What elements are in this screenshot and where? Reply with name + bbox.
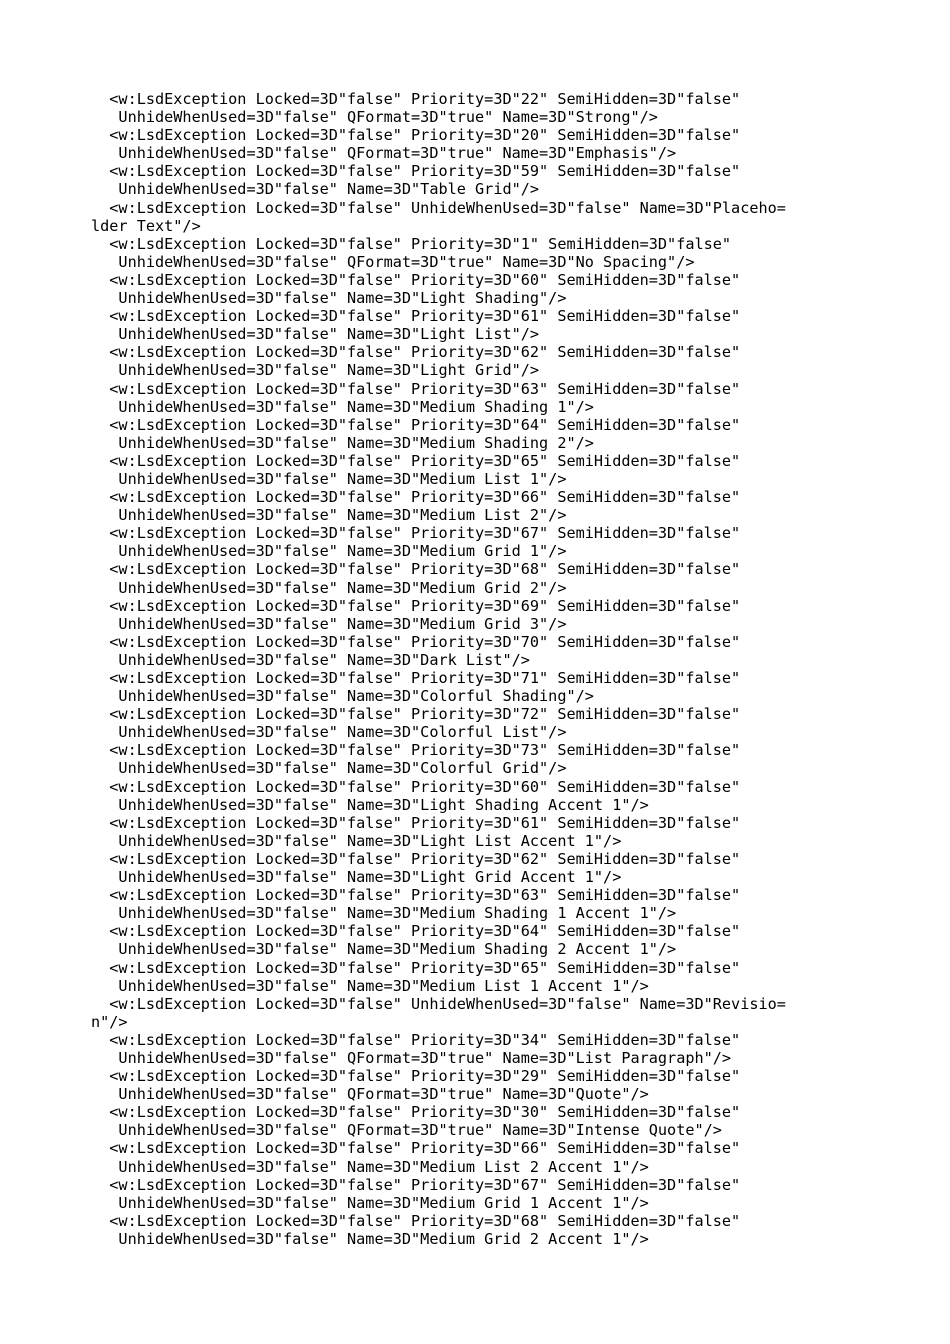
code-line: <w:LsdException Locked=3D"false" Priority=3D"66" SemiHidden=3D"false"	[91, 1139, 741, 1158]
code-line: UnhideWhenUsed=3D"false" QFormat=3D"true" Name=3D"Quote"/>	[91, 1085, 649, 1104]
code-line: <w:LsdException Locked=3D"false" Priority=3D"71" SemiHidden=3D"false"	[91, 669, 741, 687]
code-line: UnhideWhenUsed=3D"false" QFormat=3D"true" Name=3D"Strong"/>	[91, 108, 658, 127]
code-line: <w:LsdException Locked=3D"false" Priority=3D"70" SemiHidden=3D"false"	[91, 632, 741, 651]
code-line: UnhideWhenUsed=3D"false" QFormat=3D"true" Name=3D"No Spacing"/>	[91, 252, 695, 271]
code-line: lder Text"/>	[91, 216, 201, 235]
code-line: <w:LsdException Locked=3D"false" Priority=3D"22" SemiHidden=3D"false"	[91, 90, 741, 108]
code-line: UnhideWhenUsed=3D"false" Name=3D"Medium Grid 1"/>	[91, 542, 567, 561]
code-line: <w:LsdException Locked=3D"false" Priority=3D"1" SemiHidden=3D"false"	[91, 234, 732, 253]
code-line: <w:LsdException Locked=3D"false" Priority=3D"30" SemiHidden=3D"false"	[91, 1103, 741, 1122]
code-line: <w:LsdException Locked=3D"false" Priority=3D"20" SemiHidden=3D"false"	[91, 126, 741, 145]
code-line: UnhideWhenUsed=3D"false" Name=3D"Medium Grid 2"/>	[91, 578, 567, 597]
code-line: UnhideWhenUsed=3D"false" Name=3D"Light List Accent 1"/>	[91, 831, 622, 850]
code-line: <w:LsdException Locked=3D"false" Priority=3D"72" SemiHidden=3D"false"	[91, 705, 741, 724]
code-line: UnhideWhenUsed=3D"false" Name=3D"Light Shading"/>	[91, 289, 567, 308]
code-line: <w:LsdException Locked=3D"false" Priority=3D"69" SemiHidden=3D"false"	[91, 596, 741, 615]
code-line: <w:LsdException Locked=3D"false" Priority=3D"67" SemiHidden=3D"false"	[91, 1175, 741, 1194]
code-line: <w:LsdException Locked=3D"false" Priority=3D"62" SemiHidden=3D"false"	[91, 343, 741, 362]
code-line: <w:LsdException Locked=3D"false" Priority=3D"29" SemiHidden=3D"false"	[91, 1067, 741, 1086]
code-line: UnhideWhenUsed=3D"false" Name=3D"Medium Shading 1"/>	[91, 397, 594, 416]
code-line: <w:LsdException Locked=3D"false" Priority=3D"61" SemiHidden=3D"false"	[91, 307, 741, 326]
code-line: UnhideWhenUsed=3D"false" QFormat=3D"true" Name=3D"Intense Quote"/>	[91, 1121, 722, 1140]
code-line: UnhideWhenUsed=3D"false" Name=3D"Dark List"/>	[91, 650, 530, 669]
code-line: <w:LsdException Locked=3D"false" Priority=3D"34" SemiHidden=3D"false"	[91, 1030, 741, 1049]
code-listing	[91, 90, 786, 1248]
code-line: UnhideWhenUsed=3D"false" Name=3D"Medium List 2"/>	[91, 506, 567, 525]
code-line: UnhideWhenUsed=3D"false" Name=3D"Table Grid"/>	[91, 180, 540, 199]
code-line: <w:LsdException Locked=3D"false" Priority=3D"60" SemiHidden=3D"false"	[91, 270, 741, 289]
code-line: UnhideWhenUsed=3D"false" Name=3D"Medium Grid 1 Accent 1"/>	[91, 1193, 649, 1212]
code-line: <w:LsdException Locked=3D"false" Priority=3D"67" SemiHidden=3D"false"	[91, 524, 741, 543]
code-line: UnhideWhenUsed=3D"false" Name=3D"Medium List 1"/>	[91, 469, 567, 488]
code-line: <w:LsdException Locked=3D"false" Priority=3D"65" SemiHidden=3D"false"	[91, 451, 741, 470]
code-line: UnhideWhenUsed=3D"false" Name=3D"Colorful List"/>	[91, 723, 567, 742]
code-line: UnhideWhenUsed=3D"false" QFormat=3D"true" Name=3D"List Paragraph"/>	[91, 1048, 732, 1067]
code-line: <w:LsdException Locked=3D"false" Priority=3D"60" SemiHidden=3D"false"	[91, 777, 741, 796]
code-line: UnhideWhenUsed=3D"false" Name=3D"Light Grid"/>	[91, 361, 540, 380]
code-line: UnhideWhenUsed=3D"false" Name=3D"Medium Grid 3"/>	[91, 614, 567, 633]
code-line: UnhideWhenUsed=3D"false" Name=3D"Colorful Shading"/>	[91, 687, 594, 706]
code-line: <w:LsdException Locked=3D"false" Priority=3D"73" SemiHidden=3D"false"	[91, 741, 741, 760]
code-line: <w:LsdException Locked=3D"false" Priority=3D"65" SemiHidden=3D"false"	[91, 958, 741, 977]
code-line: <w:LsdException Locked=3D"false" Priority=3D"64" SemiHidden=3D"false"	[91, 922, 741, 941]
code-line: UnhideWhenUsed=3D"false" Name=3D"Medium Grid 2 Accent 1"/>	[91, 1229, 649, 1248]
code-line: UnhideWhenUsed=3D"false" Name=3D"Light Grid Accent 1"/>	[91, 868, 622, 887]
code-line: <w:LsdException Locked=3D"false" UnhideWhenUsed=3D"false" Name=3D"Revisio=	[91, 994, 786, 1013]
code-line: <w:LsdException Locked=3D"false" Priority=3D"68" SemiHidden=3D"false"	[91, 1211, 741, 1230]
code-line: <w:LsdException Locked=3D"false" UnhideWhenUsed=3D"false" Name=3D"Placeho=	[91, 198, 786, 217]
code-line: UnhideWhenUsed=3D"false" Name=3D"Light List"/>	[91, 325, 540, 344]
code-line: <w:LsdException Locked=3D"false" Priority=3D"61" SemiHidden=3D"false"	[91, 813, 741, 832]
code-line: UnhideWhenUsed=3D"false" Name=3D"Medium List 2 Accent 1"/>	[91, 1157, 649, 1176]
code-line: UnhideWhenUsed=3D"false" QFormat=3D"true" Name=3D"Emphasis"/>	[91, 144, 677, 163]
code-line: <w:LsdException Locked=3D"false" Priority=3D"66" SemiHidden=3D"false"	[91, 488, 741, 507]
code-line: <w:LsdException Locked=3D"false" Priority=3D"63" SemiHidden=3D"false"	[91, 379, 741, 398]
code-line: UnhideWhenUsed=3D"false" Name=3D"Light Shading Accent 1"/>	[91, 795, 649, 814]
code-line: UnhideWhenUsed=3D"false" Name=3D"Medium Shading 2 Accent 1"/>	[91, 940, 677, 959]
code-line: UnhideWhenUsed=3D"false" Name=3D"Medium List 1 Accent 1"/>	[91, 976, 649, 995]
code-line: UnhideWhenUsed=3D"false" Name=3D"Colorful Grid"/>	[91, 759, 567, 778]
code-line: <w:LsdException Locked=3D"false" Priority=3D"63" SemiHidden=3D"false"	[91, 886, 741, 905]
code-line: <w:LsdException Locked=3D"false" Priority=3D"62" SemiHidden=3D"false"	[91, 849, 741, 868]
code-line: <w:LsdException Locked=3D"false" Priority=3D"59" SemiHidden=3D"false"	[91, 162, 741, 181]
code-line: UnhideWhenUsed=3D"false" Name=3D"Medium Shading 1 Accent 1"/>	[91, 904, 677, 923]
code-line: <w:LsdException Locked=3D"false" Priority=3D"64" SemiHidden=3D"false"	[91, 415, 741, 434]
code-line: UnhideWhenUsed=3D"false" Name=3D"Medium Shading 2"/>	[91, 433, 594, 452]
code-line: <w:LsdException Locked=3D"false" Priority=3D"68" SemiHidden=3D"false"	[91, 560, 741, 579]
code-line: n"/>	[91, 1012, 128, 1031]
